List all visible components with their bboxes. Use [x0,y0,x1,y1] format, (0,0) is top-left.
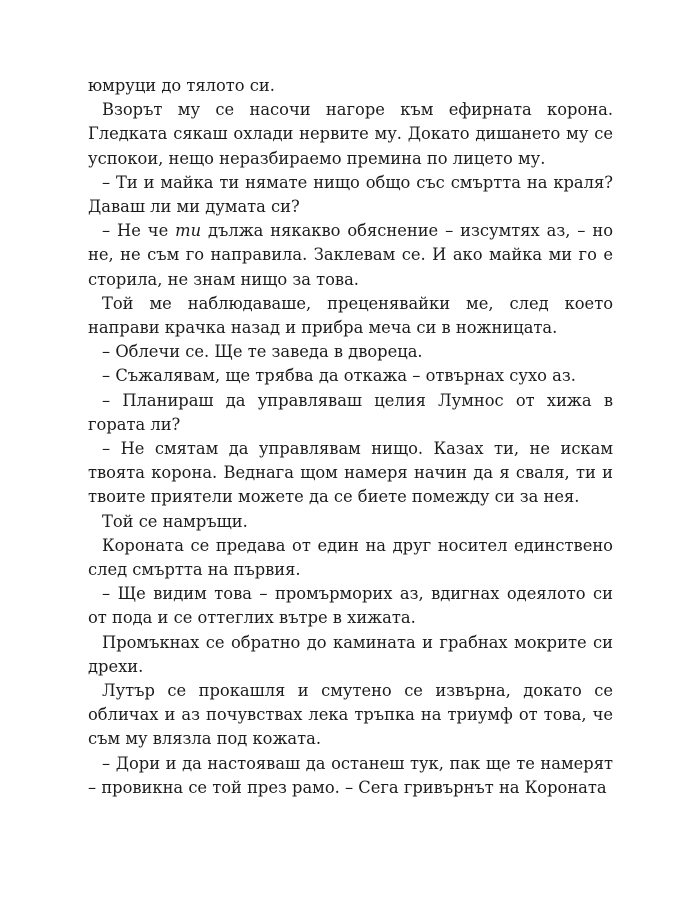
paragraph-7: – Съжалявам, ще трябва да откажа – отвърнах сухо аз. [102,366,576,386]
paragraph-4-after: дължа някакво обяснение – изсумтях аз, – но не, не съм го направила. Заклевам се. И ако майка ми го е сторила, не знам нищо за това. [88,221,613,289]
paragraph-4 [88,219,613,292]
paragraph-4-emphasis: ти [175,221,202,241]
page-body-text [88,74,613,800]
paragraph-6: – Облечи се. Ще те заведа в двореца. [102,342,423,362]
paragraph-13: Промъкнах се обратно до камината и грабнах мокрите си дрехи. [88,632,613,676]
paragraph-8: – Планираш да управляваш целия Лумнос от хижа в гората ли? [88,390,613,434]
paragraph-12: – Ще видим това – промърморих аз, вдигнах одеялото си от пода и се оттеглих вътре в хижата. [88,584,613,628]
paragraph-11: Короната се предава от един на друг носител единствено след смъртта на първия. [88,535,613,580]
paragraph-3: – Ти и майка ти нямате нищо общо със смъртта на краля? Даваш ли ми думата си? [88,172,613,217]
paragraph-4-before: – Не че [102,221,176,241]
paragraph-14: Лутър се прокашля и смутено се извърна, докато се обличах и аз почувствах лека тръпка на триумф от това, че съм му влязла под кожата. [88,681,613,749]
paragraph-10: Той се намръщи. [102,511,248,531]
paragraph-2: Взорът му се насочи нагоре към ефирната корона. Гледката сякаш охлади нервите му. Докато дишането му се успокои, нещо неразбираемо премина по лицето му. [88,100,613,168]
paragraph-15: – Дори и да настояваш да останеш тук, пак ще те намерят – провикна се той през рамо. – Сега гривърнът на Короната [88,753,613,797]
paragraph-9: – Не смятам да управлявам нищо. Казах ти, не искам твоята корона. Веднага щом намеря начин да я сваля, ти и твоите приятели можете да се биете помежду си за нея. [88,439,613,507]
paragraph-1: юмруци до тялото си. [88,76,275,95]
paragraph-5: Той ме наблюдаваше, преценявайки ме, след което направи крачка назад и прибра меча си в ножницата. [88,293,613,338]
